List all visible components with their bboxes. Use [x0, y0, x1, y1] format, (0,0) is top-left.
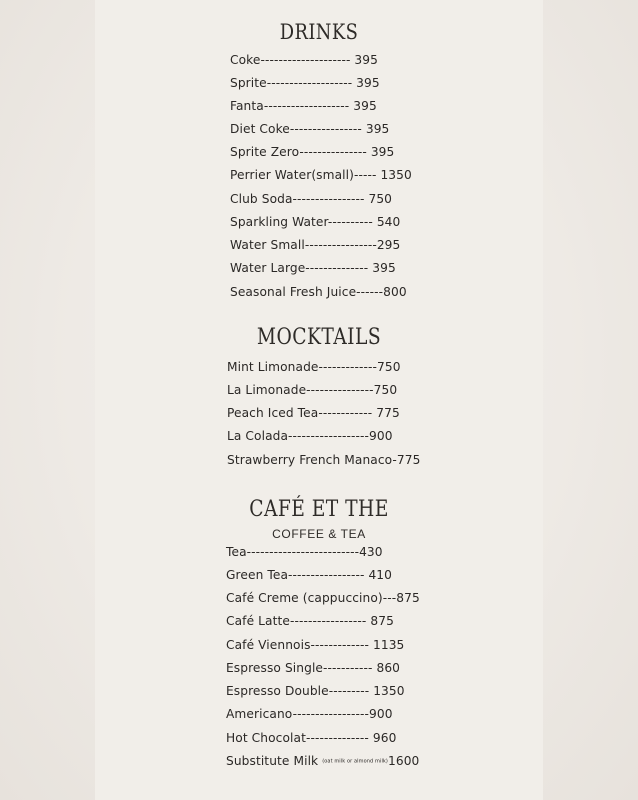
mocktails-item: Strawberry French Manaco-775: [227, 453, 421, 467]
menu-paper: [95, 0, 543, 800]
cafe-item: Café Viennois------------- 1135: [226, 638, 405, 652]
drinks-item: Club Soda---------------- 750: [230, 192, 393, 206]
drinks-item: Seasonal Fresh Juice------800: [230, 285, 407, 299]
cafe-item: Espresso Double--------- 1350: [226, 684, 405, 698]
cafe-item: Tea-------------------------430: [226, 545, 383, 559]
substitute-milk-name: Substitute Milk: [226, 754, 319, 768]
drinks-title: DRINKS: [279, 20, 359, 44]
cafe-item: Americano-----------------900: [226, 707, 393, 721]
cafe-subtitle: COFFEE & TEA: [272, 527, 366, 541]
mocktails-title: MOCKTAILS: [256, 325, 382, 350]
drinks-item: Sparkling Water---------- 540: [230, 215, 401, 229]
cafe-item: Hot Chocolat-------------- 960: [226, 731, 397, 745]
drinks-item: Sprite Zero--------------- 395: [230, 145, 395, 159]
mocktails-item: La Colada------------------900: [227, 429, 393, 443]
drinks-item: Water Large-------------- 395: [230, 261, 396, 275]
cafe-item: Green Tea----------------- 410: [226, 568, 393, 582]
cafe-item: Espresso Single----------- 860: [226, 661, 401, 675]
drinks-item: Coke-------------------- 395: [230, 53, 378, 67]
mocktails-item: Peach Iced Tea------------ 775: [227, 406, 400, 420]
substitute-milk-price: 1600: [387, 754, 420, 768]
drinks-item: Sprite------------------- 395: [230, 76, 380, 90]
drinks-item: Perrier Water(small)----- 1350: [230, 168, 412, 182]
substitute-milk-note: (oat milk or almond milk): [322, 758, 388, 765]
cafe-item: Café Latte----------------- 875: [226, 614, 394, 628]
drinks-item: Water Small----------------295: [230, 238, 401, 252]
drinks-item: Diet Coke---------------- 395: [230, 122, 390, 136]
cafe-item: Café Creme (cappuccino)---875: [226, 591, 420, 605]
cafe-item-substitute-milk: [226, 754, 419, 768]
drinks-item: Fanta------------------- 395: [230, 99, 377, 113]
mocktails-item: La Limonade---------------750: [227, 383, 398, 397]
cafe-title: CAFÉ ET THE: [249, 497, 389, 522]
mocktails-item: Mint Limonade-------------750: [227, 360, 401, 374]
